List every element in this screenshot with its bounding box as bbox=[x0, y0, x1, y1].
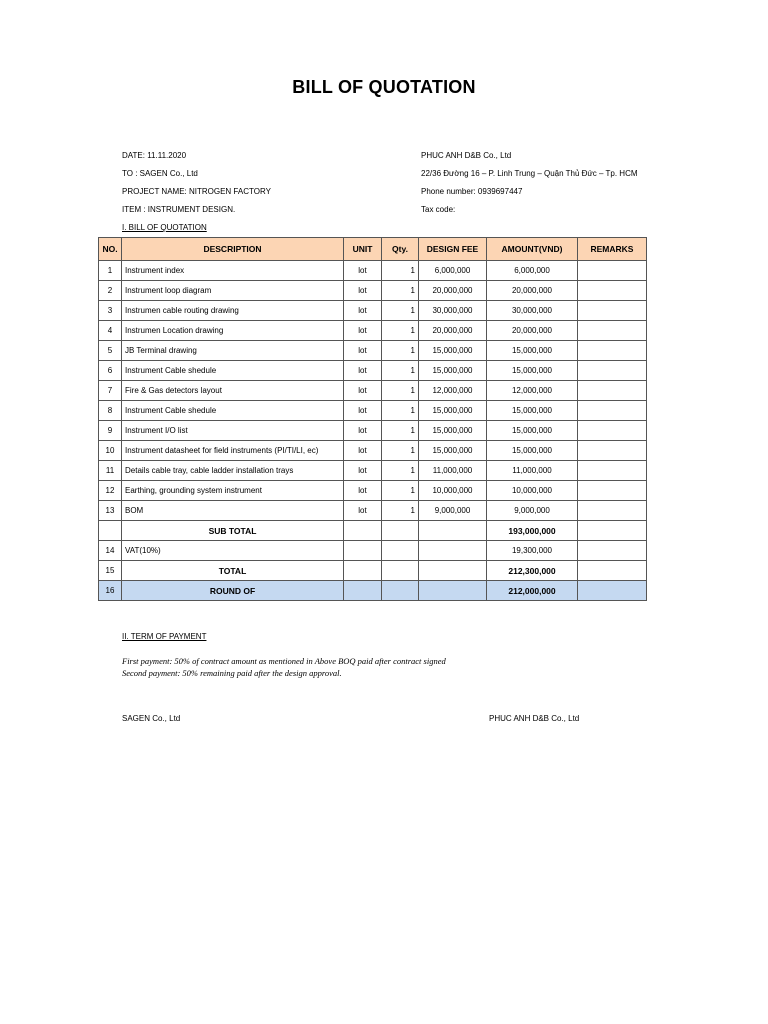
empty-cell bbox=[344, 561, 382, 581]
table-row bbox=[99, 501, 647, 521]
row-amount: 11,000,000 bbox=[487, 461, 578, 481]
row-description: Instrument loop diagram bbox=[122, 281, 344, 301]
header-unit: UNIT bbox=[344, 238, 382, 261]
row-qty: 1 bbox=[382, 361, 419, 381]
row-design-fee: 12,000,000 bbox=[419, 381, 487, 401]
round-no: 16 bbox=[99, 581, 122, 601]
row-amount: 20,000,000 bbox=[487, 321, 578, 341]
row-design-fee: 10,000,000 bbox=[419, 481, 487, 501]
row-qty: 1 bbox=[382, 441, 419, 461]
row-description: Instrument Cable shedule bbox=[122, 401, 344, 421]
row-design-fee: 15,000,000 bbox=[419, 441, 487, 461]
row-unit: lot bbox=[344, 361, 382, 381]
row-remarks bbox=[578, 361, 647, 381]
total-no: 15 bbox=[99, 561, 122, 581]
row-description: Earthing, grounding system instrument bbox=[122, 481, 344, 501]
row-unit: lot bbox=[344, 321, 382, 341]
subtotal-no bbox=[99, 521, 122, 541]
row-unit: lot bbox=[344, 421, 382, 441]
row-description: Instrument I/O list bbox=[122, 421, 344, 441]
row-qty: 1 bbox=[382, 501, 419, 521]
row-qty: 1 bbox=[382, 281, 419, 301]
row-remarks bbox=[578, 461, 647, 481]
row-amount: 15,000,000 bbox=[487, 361, 578, 381]
row-unit: lot bbox=[344, 461, 382, 481]
row-amount: 15,000,000 bbox=[487, 401, 578, 421]
company-name: PHUC ANH D&B Co., Ltd bbox=[421, 151, 512, 160]
header-qty: Qty. bbox=[382, 238, 419, 261]
empty-cell bbox=[419, 561, 487, 581]
company-tax-code: Tax code: bbox=[421, 205, 456, 214]
row-design-fee: 15,000,000 bbox=[419, 421, 487, 441]
vat-no: 14 bbox=[99, 541, 122, 561]
row-no: 9 bbox=[99, 421, 122, 441]
row-remarks bbox=[578, 341, 647, 361]
row-amount: 30,000,000 bbox=[487, 301, 578, 321]
section-term-of-payment: II. TERM OF PAYMENT bbox=[122, 632, 207, 641]
row-qty: 1 bbox=[382, 301, 419, 321]
vat-label: VAT(10%) bbox=[122, 541, 344, 561]
row-remarks bbox=[578, 401, 647, 421]
row-qty: 1 bbox=[382, 481, 419, 501]
subtotal-label: SUB TOTAL bbox=[122, 521, 344, 541]
table-row bbox=[99, 461, 647, 481]
empty-cell bbox=[382, 561, 419, 581]
table-row bbox=[99, 341, 647, 361]
row-amount: 20,000,000 bbox=[487, 281, 578, 301]
row-description: Instrumen Location drawing bbox=[122, 321, 344, 341]
row-remarks bbox=[578, 441, 647, 461]
row-unit: lot bbox=[344, 281, 382, 301]
row-unit: lot bbox=[344, 341, 382, 361]
row-qty: 1 bbox=[382, 461, 419, 481]
row-no: 13 bbox=[99, 501, 122, 521]
row-design-fee: 11,000,000 bbox=[419, 461, 487, 481]
row-qty: 1 bbox=[382, 261, 419, 281]
row-design-fee: 15,000,000 bbox=[419, 361, 487, 381]
row-no: 4 bbox=[99, 321, 122, 341]
empty-cell bbox=[419, 521, 487, 541]
round-of-row bbox=[99, 581, 647, 601]
row-qty: 1 bbox=[382, 401, 419, 421]
empty-cell bbox=[578, 581, 647, 601]
row-remarks bbox=[578, 261, 647, 281]
table-row bbox=[99, 441, 647, 461]
row-no: 10 bbox=[99, 441, 122, 461]
row-unit: lot bbox=[344, 261, 382, 281]
row-no: 5 bbox=[99, 341, 122, 361]
row-no: 7 bbox=[99, 381, 122, 401]
empty-cell bbox=[382, 581, 419, 601]
row-no: 12 bbox=[99, 481, 122, 501]
row-description: Instrument Cable shedule bbox=[122, 361, 344, 381]
date-field: DATE: 11.11.2020 bbox=[122, 151, 187, 160]
row-design-fee: 20,000,000 bbox=[419, 281, 487, 301]
row-description: Instrument datasheet for field instruments (PI/TI/LI, ec) bbox=[122, 441, 344, 461]
row-amount: 12,000,000 bbox=[487, 381, 578, 401]
row-description: JB Terminal drawing bbox=[122, 341, 344, 361]
row-amount: 15,000,000 bbox=[487, 441, 578, 461]
quotation-table bbox=[98, 237, 647, 601]
header-design-fee: DESIGN FEE bbox=[419, 238, 487, 261]
total-row bbox=[99, 561, 647, 581]
empty-cell bbox=[578, 541, 647, 561]
row-unit: lot bbox=[344, 301, 382, 321]
table-row bbox=[99, 421, 647, 441]
row-remarks bbox=[578, 321, 647, 341]
row-unit: lot bbox=[344, 501, 382, 521]
to-field: TO : SAGEN Co., Ltd bbox=[122, 169, 198, 178]
header-no: NO. bbox=[99, 238, 122, 261]
header-remarks: REMARKS bbox=[578, 238, 647, 261]
table-row bbox=[99, 401, 647, 421]
row-design-fee: 15,000,000 bbox=[419, 341, 487, 361]
table-row bbox=[99, 361, 647, 381]
header-description: DESCRIPTION bbox=[122, 238, 344, 261]
row-description: Details cable tray, cable ladder installation trays bbox=[122, 461, 344, 481]
row-description: BOM bbox=[122, 501, 344, 521]
row-amount: 15,000,000 bbox=[487, 421, 578, 441]
empty-cell bbox=[578, 521, 647, 541]
project-field: PROJECT NAME: NITROGEN FACTORY bbox=[122, 187, 271, 196]
row-amount: 9,000,000 bbox=[487, 501, 578, 521]
vat-row bbox=[99, 541, 647, 561]
table-row bbox=[99, 281, 647, 301]
row-remarks bbox=[578, 481, 647, 501]
row-no: 1 bbox=[99, 261, 122, 281]
row-no: 11 bbox=[99, 461, 122, 481]
empty-cell bbox=[344, 521, 382, 541]
signature-client: SAGEN Co., Ltd bbox=[122, 714, 181, 723]
empty-cell bbox=[419, 541, 487, 561]
row-design-fee: 20,000,000 bbox=[419, 321, 487, 341]
row-unit: lot bbox=[344, 441, 382, 461]
row-qty: 1 bbox=[382, 421, 419, 441]
vat-amount: 19,300,000 bbox=[487, 541, 578, 561]
total-label: TOTAL bbox=[122, 561, 344, 581]
row-description: Instrumen cable routing drawing bbox=[122, 301, 344, 321]
first-payment: First payment: 50% of contract amount as mentioned in Above BOQ paid after contract signed bbox=[122, 656, 446, 666]
empty-cell bbox=[344, 581, 382, 601]
total-amount: 212,300,000 bbox=[487, 561, 578, 581]
row-design-fee: 9,000,000 bbox=[419, 501, 487, 521]
row-remarks bbox=[578, 301, 647, 321]
row-no: 6 bbox=[99, 361, 122, 381]
row-design-fee: 15,000,000 bbox=[419, 401, 487, 421]
round-amount: 212,000,000 bbox=[487, 581, 578, 601]
row-design-fee: 6,000,000 bbox=[419, 261, 487, 281]
row-qty: 1 bbox=[382, 341, 419, 361]
row-amount: 15,000,000 bbox=[487, 341, 578, 361]
row-unit: lot bbox=[344, 381, 382, 401]
company-phone: Phone number: 0939697447 bbox=[421, 187, 523, 196]
row-no: 3 bbox=[99, 301, 122, 321]
subtotal-amount: 193,000,000 bbox=[487, 521, 578, 541]
row-qty: 1 bbox=[382, 321, 419, 341]
row-amount: 10,000,000 bbox=[487, 481, 578, 501]
table-row bbox=[99, 481, 647, 501]
empty-cell bbox=[344, 541, 382, 561]
document-title: BILL OF QUOTATION bbox=[292, 77, 476, 97]
table-row bbox=[99, 381, 647, 401]
round-label: ROUND OF bbox=[122, 581, 344, 601]
table-header-row bbox=[99, 238, 647, 261]
row-remarks bbox=[578, 501, 647, 521]
row-remarks bbox=[578, 421, 647, 441]
empty-cell bbox=[578, 561, 647, 581]
section-bill-of-quotation: I. BILL OF QUOTATION bbox=[122, 223, 207, 232]
second-payment: Second payment: 50% remaining paid after the design approval. bbox=[122, 668, 342, 678]
table-row bbox=[99, 301, 647, 321]
row-no: 8 bbox=[99, 401, 122, 421]
row-remarks bbox=[578, 281, 647, 301]
company-address: 22/36 Đường 16 – P. Linh Trung – Quận Thủ Đức – Tp. HCM bbox=[421, 169, 638, 178]
row-description: Instrument index bbox=[122, 261, 344, 281]
empty-cell bbox=[419, 581, 487, 601]
header-amount: AMOUNT(VND) bbox=[487, 238, 578, 261]
row-no: 2 bbox=[99, 281, 122, 301]
row-remarks bbox=[578, 381, 647, 401]
row-description: Fire & Gas detectors layout bbox=[122, 381, 344, 401]
row-design-fee: 30,000,000 bbox=[419, 301, 487, 321]
payment-terms bbox=[122, 655, 446, 679]
table-row bbox=[99, 261, 647, 281]
subtotal-row bbox=[99, 521, 647, 541]
row-unit: lot bbox=[344, 401, 382, 421]
row-qty: 1 bbox=[382, 381, 419, 401]
empty-cell bbox=[382, 521, 419, 541]
row-unit: lot bbox=[344, 481, 382, 501]
empty-cell bbox=[382, 541, 419, 561]
item-field: ITEM : INSTRUMENT DESIGN. bbox=[122, 205, 236, 214]
signature-contractor: PHUC ANH D&B Co., Ltd bbox=[489, 714, 580, 723]
table-row bbox=[99, 321, 647, 341]
row-amount: 6,000,000 bbox=[487, 261, 578, 281]
